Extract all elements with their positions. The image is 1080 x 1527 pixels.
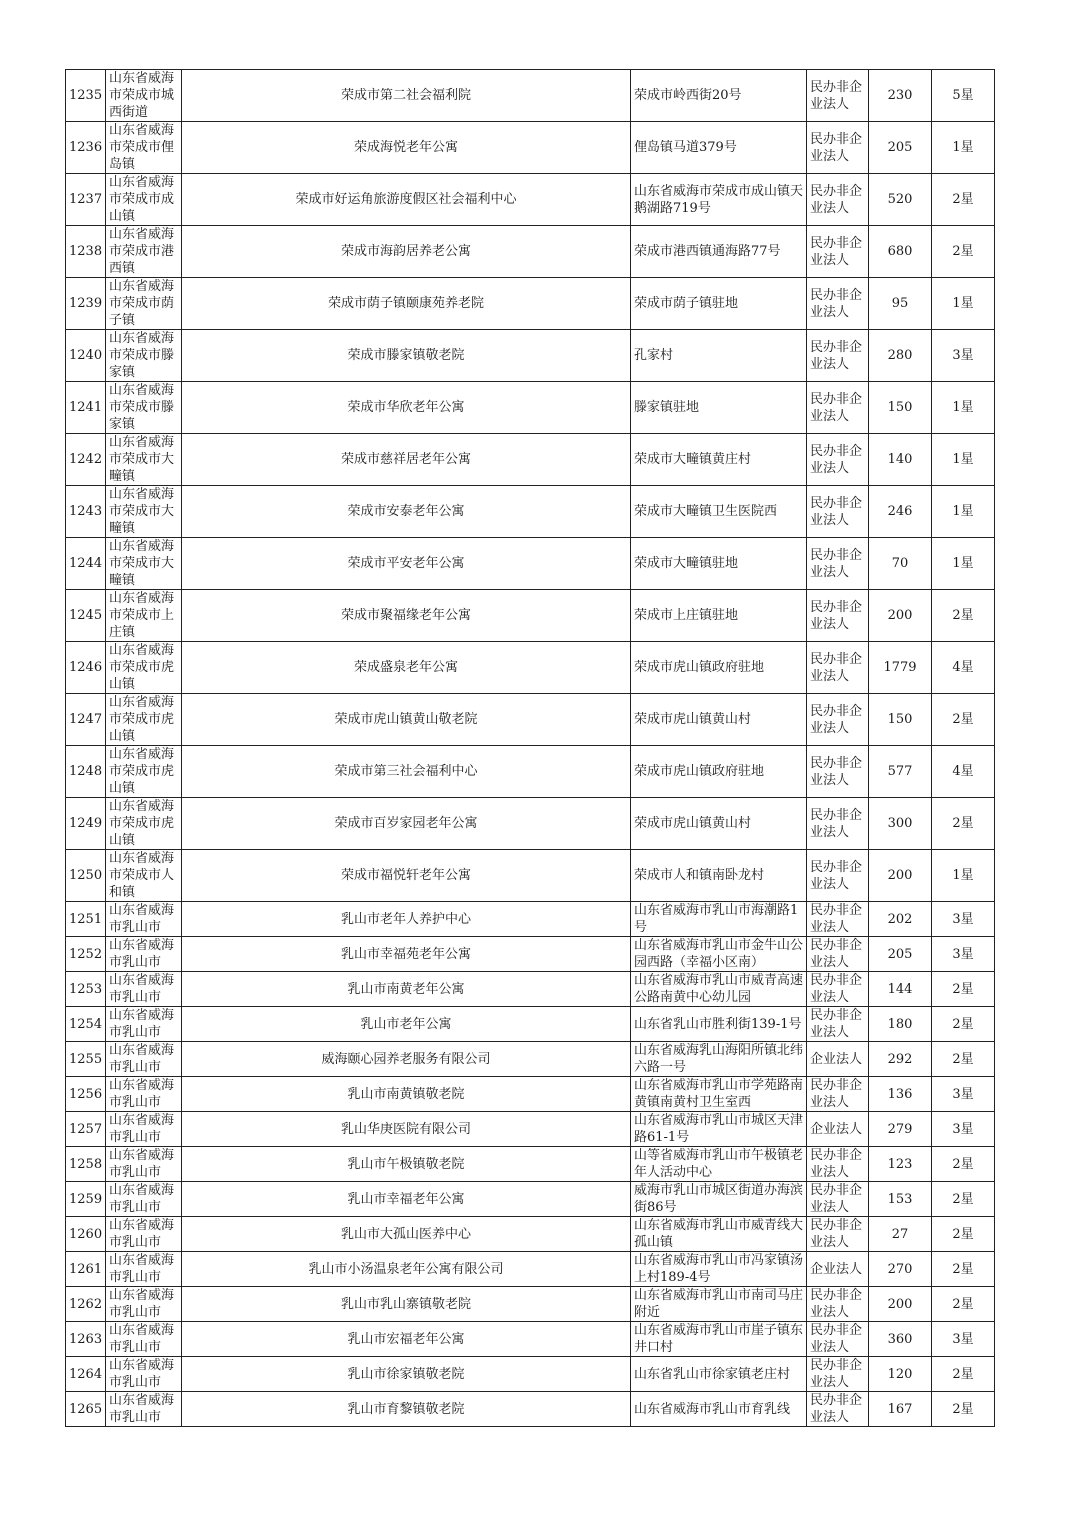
- address-cell: 荣成市上庄镇驻地: [631, 590, 807, 642]
- region-cell: 山东省威海市荣成市大疃镇: [106, 486, 182, 538]
- address-cell: 荣成市港西镇通海路77号: [631, 226, 807, 278]
- table-row: [66, 1392, 995, 1427]
- legal-type-cell: 企业法人: [807, 1112, 869, 1147]
- legal-type-cell: 企业法人: [807, 1042, 869, 1077]
- region-cell: 山东省威海市荣成市俚岛镇: [106, 122, 182, 174]
- beds-cell: 205: [869, 937, 932, 972]
- table-row: [66, 642, 995, 694]
- star-rating-cell: 2星: [932, 1147, 995, 1182]
- address-cell: 山东省威海市乳山市威青线大孤山镇: [631, 1217, 807, 1252]
- address-cell: 荣成市荫子镇驻地: [631, 278, 807, 330]
- star-rating-cell: 3星: [932, 1112, 995, 1147]
- address-cell: 荣成市大疃镇驻地: [631, 538, 807, 590]
- institution-name-cell: 乳山市育黎镇敬老院: [182, 1392, 631, 1427]
- region-cell: 山东省威海市乳山市: [106, 1357, 182, 1392]
- beds-cell: 520: [869, 174, 932, 226]
- legal-type-cell: 民办非企业法人: [807, 1287, 869, 1322]
- institution-name-cell: 荣成市虎山镇黄山敬老院: [182, 694, 631, 746]
- region-cell: 山东省威海市荣成市虎山镇: [106, 642, 182, 694]
- address-cell: 山东省威海市乳山市金牛山公园西路（幸福小区南）: [631, 937, 807, 972]
- row-number: 1246: [66, 642, 106, 694]
- row-number: 1253: [66, 972, 106, 1007]
- star-rating-cell: 2星: [932, 1007, 995, 1042]
- star-rating-cell: 3星: [932, 330, 995, 382]
- star-rating-cell: 4星: [932, 746, 995, 798]
- beds-cell: 120: [869, 1357, 932, 1392]
- institution-name-cell: 荣成市第三社会福利中心: [182, 746, 631, 798]
- institution-name-cell: 荣成市平安老年公寓: [182, 538, 631, 590]
- beds-cell: 246: [869, 486, 932, 538]
- address-cell: 山东省威海市乳山市威青高速公路南黄中心幼儿园: [631, 972, 807, 1007]
- institution-name-cell: 乳山市南黄镇敬老院: [182, 1077, 631, 1112]
- legal-type-cell: 企业法人: [807, 1252, 869, 1287]
- table-row: [66, 486, 995, 538]
- row-number: 1249: [66, 798, 106, 850]
- institution-name-cell: 荣成市荫子镇颐康苑养老院: [182, 278, 631, 330]
- star-rating-cell: 3星: [932, 937, 995, 972]
- star-rating-cell: 1星: [932, 434, 995, 486]
- star-rating-cell: 4星: [932, 642, 995, 694]
- institution-name-cell: 荣成市福悦轩老年公寓: [182, 850, 631, 902]
- region-cell: 山东省威海市荣成市人和镇: [106, 850, 182, 902]
- legal-type-cell: 民办非企业法人: [807, 1077, 869, 1112]
- region-cell: 山东省威海市乳山市: [106, 1147, 182, 1182]
- legal-type-cell: 民办非企业法人: [807, 70, 869, 122]
- institution-name-cell: 乳山市幸福苑老年公寓: [182, 937, 631, 972]
- region-cell: 山东省威海市荣成市滕家镇: [106, 330, 182, 382]
- address-cell: 荣成市大疃镇黄庄村: [631, 434, 807, 486]
- beds-cell: 1779: [869, 642, 932, 694]
- star-rating-cell: 1星: [932, 382, 995, 434]
- table-row: [66, 1112, 995, 1147]
- star-rating-cell: 5星: [932, 70, 995, 122]
- row-number: 1258: [66, 1147, 106, 1182]
- legal-type-cell: 民办非企业法人: [807, 434, 869, 486]
- institution-name-cell: 荣成市百岁家园老年公寓: [182, 798, 631, 850]
- row-number: 1248: [66, 746, 106, 798]
- table-row: [66, 1322, 995, 1357]
- row-number: 1241: [66, 382, 106, 434]
- legal-type-cell: 民办非企业法人: [807, 642, 869, 694]
- region-cell: 山东省威海市乳山市: [106, 1007, 182, 1042]
- institution-name-cell: 乳山市徐家镇敬老院: [182, 1357, 631, 1392]
- address-cell: 山东省威海市乳山市育乳线: [631, 1392, 807, 1427]
- legal-type-cell: 民办非企业法人: [807, 1357, 869, 1392]
- address-cell: 荣成市虎山镇政府驻地: [631, 642, 807, 694]
- legal-type-cell: 民办非企业法人: [807, 382, 869, 434]
- row-number: 1236: [66, 122, 106, 174]
- star-rating-cell: 2星: [932, 798, 995, 850]
- beds-cell: 200: [869, 850, 932, 902]
- region-cell: 山东省威海市荣成市大疃镇: [106, 434, 182, 486]
- address-cell: 山东省威海市荣成市成山镇天鹅湖路719号: [631, 174, 807, 226]
- row-number: 1257: [66, 1112, 106, 1147]
- legal-type-cell: 民办非企业法人: [807, 1147, 869, 1182]
- legal-type-cell: 民办非企业法人: [807, 902, 869, 937]
- institution-name-cell: 荣成市海韵居养老公寓: [182, 226, 631, 278]
- legal-type-cell: 民办非企业法人: [807, 278, 869, 330]
- star-rating-cell: 2星: [932, 1182, 995, 1217]
- beds-cell: 167: [869, 1392, 932, 1427]
- legal-type-cell: 民办非企业法人: [807, 850, 869, 902]
- address-cell: 荣成市岭西街20号: [631, 70, 807, 122]
- table-row: [66, 902, 995, 937]
- beds-cell: 95: [869, 278, 932, 330]
- table-row: [66, 1147, 995, 1182]
- address-cell: 山东省威海乳山海阳所镇北纬 六路一号: [631, 1042, 807, 1077]
- address-cell: 荣成市大疃镇卫生医院西: [631, 486, 807, 538]
- star-rating-cell: 3星: [932, 1322, 995, 1357]
- address-cell: 荣成市人和镇南卧龙村: [631, 850, 807, 902]
- institution-name-cell: 荣成市聚福缘老年公寓: [182, 590, 631, 642]
- star-rating-cell: 2星: [932, 174, 995, 226]
- legal-type-cell: 民办非企业法人: [807, 174, 869, 226]
- region-cell: 山东省威海市荣成市荫子镇: [106, 278, 182, 330]
- region-cell: 山东省威海市乳山市: [106, 1077, 182, 1112]
- beds-cell: 205: [869, 122, 932, 174]
- beds-cell: 123: [869, 1147, 932, 1182]
- legal-type-cell: 民办非企业法人: [807, 486, 869, 538]
- table-row: [66, 1007, 995, 1042]
- region-cell: 山东省威海市乳山市: [106, 1217, 182, 1252]
- beds-cell: 180: [869, 1007, 932, 1042]
- institution-name-cell: 威海颐心园养老服务有限公司: [182, 1042, 631, 1077]
- address-cell: 滕家镇驻地: [631, 382, 807, 434]
- table-row: [66, 1042, 995, 1077]
- row-number: 1259: [66, 1182, 106, 1217]
- star-rating-cell: 2星: [932, 1287, 995, 1322]
- table-row: [66, 694, 995, 746]
- institution-name-cell: 乳山华庚医院有限公司: [182, 1112, 631, 1147]
- table-row: [66, 226, 995, 278]
- beds-cell: 230: [869, 70, 932, 122]
- table-row: [66, 972, 995, 1007]
- address-cell: 山东省乳山市徐家镇老庄村: [631, 1357, 807, 1392]
- beds-cell: 300: [869, 798, 932, 850]
- row-number: 1235: [66, 70, 106, 122]
- institution-table: [65, 69, 995, 1427]
- table-row: [66, 122, 995, 174]
- legal-type-cell: 民办非企业法人: [807, 1392, 869, 1427]
- star-rating-cell: 2星: [932, 1042, 995, 1077]
- region-cell: 山东省威海市荣成市虎山镇: [106, 798, 182, 850]
- star-rating-cell: 2星: [932, 226, 995, 278]
- beds-cell: 200: [869, 590, 932, 642]
- beds-cell: 150: [869, 694, 932, 746]
- region-cell: 山东省威海市荣成市滕家镇: [106, 382, 182, 434]
- row-number: 1245: [66, 590, 106, 642]
- legal-type-cell: 民办非企业法人: [807, 122, 869, 174]
- table-row: [66, 798, 995, 850]
- region-cell: 山东省威海市荣成市大疃镇: [106, 538, 182, 590]
- row-number: 1237: [66, 174, 106, 226]
- institution-name-cell: 乳山市宏福老年公寓: [182, 1322, 631, 1357]
- region-cell: 山东省威海市乳山市: [106, 1182, 182, 1217]
- table-row: [66, 746, 995, 798]
- region-cell: 山东省威海市荣成市港西镇: [106, 226, 182, 278]
- region-cell: 山东省威海市乳山市: [106, 1252, 182, 1287]
- table-row: [66, 590, 995, 642]
- row-number: 1255: [66, 1042, 106, 1077]
- address-cell: 山东省威海市乳山市冯家镇汤上村189-4号: [631, 1252, 807, 1287]
- row-number: 1238: [66, 226, 106, 278]
- row-number: 1240: [66, 330, 106, 382]
- institution-name-cell: 荣成市安泰老年公寓: [182, 486, 631, 538]
- address-cell: 俚岛镇马道379号: [631, 122, 807, 174]
- beds-cell: 202: [869, 902, 932, 937]
- region-cell: 山东省威海市乳山市: [106, 1322, 182, 1357]
- beds-cell: 200: [869, 1287, 932, 1322]
- table-row: [66, 1252, 995, 1287]
- legal-type-cell: 民办非企业法人: [807, 1007, 869, 1042]
- address-cell: 山东省威海市乳山市崖子镇东井口村: [631, 1322, 807, 1357]
- row-number: 1242: [66, 434, 106, 486]
- star-rating-cell: 2星: [932, 1392, 995, 1427]
- address-cell: 荣成市虎山镇黄山村: [631, 694, 807, 746]
- table-body: [66, 70, 995, 1427]
- institution-name-cell: 乳山市午极镇敬老院: [182, 1147, 631, 1182]
- star-rating-cell: 1星: [932, 486, 995, 538]
- address-cell: 山东省威海市乳山市城区天津路61-1号: [631, 1112, 807, 1147]
- star-rating-cell: 2星: [932, 1252, 995, 1287]
- beds-cell: 680: [869, 226, 932, 278]
- table-row: [66, 1287, 995, 1322]
- institution-name-cell: 荣成海悦老年公寓: [182, 122, 631, 174]
- table-row: [66, 278, 995, 330]
- star-rating-cell: 1星: [932, 122, 995, 174]
- row-number: 1262: [66, 1287, 106, 1322]
- beds-cell: 279: [869, 1112, 932, 1147]
- star-rating-cell: 3星: [932, 902, 995, 937]
- address-cell: 山东省威海市乳山市南司马庄附近: [631, 1287, 807, 1322]
- table-row: [66, 1077, 995, 1112]
- row-number: 1244: [66, 538, 106, 590]
- legal-type-cell: 民办非企业法人: [807, 538, 869, 590]
- region-cell: 山东省威海市乳山市: [106, 937, 182, 972]
- row-number: 1256: [66, 1077, 106, 1112]
- legal-type-cell: 民办非企业法人: [807, 746, 869, 798]
- star-rating-cell: 1星: [932, 538, 995, 590]
- address-cell: 山等省威海市乳山市午极镇老年人活动中心: [631, 1147, 807, 1182]
- institution-name-cell: 荣成市第二社会福利院: [182, 70, 631, 122]
- row-number: 1261: [66, 1252, 106, 1287]
- table-row: [66, 1182, 995, 1217]
- region-cell: 山东省威海市乳山市: [106, 1392, 182, 1427]
- region-cell: 山东省威海市荣成市虎山镇: [106, 746, 182, 798]
- beds-cell: 270: [869, 1252, 932, 1287]
- beds-cell: 153: [869, 1182, 932, 1217]
- institution-name-cell: 乳山市乳山寨镇敬老院: [182, 1287, 631, 1322]
- beds-cell: 292: [869, 1042, 932, 1077]
- row-number: 1252: [66, 937, 106, 972]
- star-rating-cell: 3星: [932, 1077, 995, 1112]
- legal-type-cell: 民办非企业法人: [807, 798, 869, 850]
- legal-type-cell: 民办非企业法人: [807, 590, 869, 642]
- legal-type-cell: 民办非企业法人: [807, 1217, 869, 1252]
- table-row: [66, 70, 995, 122]
- table-row: [66, 174, 995, 226]
- row-number: 1260: [66, 1217, 106, 1252]
- legal-type-cell: 民办非企业法人: [807, 694, 869, 746]
- beds-cell: 150: [869, 382, 932, 434]
- row-number: 1251: [66, 902, 106, 937]
- table-row: [66, 937, 995, 972]
- region-cell: 山东省威海市乳山市: [106, 1042, 182, 1077]
- star-rating-cell: 2星: [932, 972, 995, 1007]
- institution-name-cell: 荣成市好运角旅游度假区社会福利中心: [182, 174, 631, 226]
- row-number: 1254: [66, 1007, 106, 1042]
- beds-cell: 280: [869, 330, 932, 382]
- institution-name-cell: 荣成市华欣老年公寓: [182, 382, 631, 434]
- beds-cell: 144: [869, 972, 932, 1007]
- star-rating-cell: 2星: [932, 590, 995, 642]
- region-cell: 山东省威海市荣成市上庄镇: [106, 590, 182, 642]
- region-cell: 山东省威海市乳山市: [106, 1287, 182, 1322]
- beds-cell: 136: [869, 1077, 932, 1112]
- table-row: [66, 382, 995, 434]
- beds-cell: 70: [869, 538, 932, 590]
- star-rating-cell: 2星: [932, 1217, 995, 1252]
- row-number: 1264: [66, 1357, 106, 1392]
- institution-name-cell: 乳山市大孤山医养中心: [182, 1217, 631, 1252]
- region-cell: 山东省威海市荣成市城西街道: [106, 70, 182, 122]
- institution-name-cell: 乳山市小汤温泉老年公寓有限公司: [182, 1252, 631, 1287]
- institution-name-cell: 荣成市慈祥居老年公寓: [182, 434, 631, 486]
- region-cell: 山东省威海市乳山市: [106, 902, 182, 937]
- address-cell: 孔家村: [631, 330, 807, 382]
- table-row: [66, 1217, 995, 1252]
- institution-name-cell: 荣成盛泉老年公寓: [182, 642, 631, 694]
- region-cell: 山东省威海市荣成市成山镇: [106, 174, 182, 226]
- legal-type-cell: 民办非企业法人: [807, 330, 869, 382]
- beds-cell: 27: [869, 1217, 932, 1252]
- row-number: 1243: [66, 486, 106, 538]
- address-cell: 威海市乳山市城区街道办海滨街86号: [631, 1182, 807, 1217]
- region-cell: 山东省威海市荣成市虎山镇: [106, 694, 182, 746]
- legal-type-cell: 民办非企业法人: [807, 972, 869, 1007]
- legal-type-cell: 民办非企业法人: [807, 1182, 869, 1217]
- table-row: [66, 850, 995, 902]
- institution-name-cell: 乳山市老年公寓: [182, 1007, 631, 1042]
- beds-cell: 140: [869, 434, 932, 486]
- row-number: 1265: [66, 1392, 106, 1427]
- star-rating-cell: 2星: [932, 694, 995, 746]
- address-cell: 山东省威海市乳山市学苑路南黄镇南黄村卫生室西: [631, 1077, 807, 1112]
- row-number: 1263: [66, 1322, 106, 1357]
- legal-type-cell: 民办非企业法人: [807, 1322, 869, 1357]
- address-cell: 荣成市虎山镇政府驻地: [631, 746, 807, 798]
- institution-name-cell: 乳山市南黄老年公寓: [182, 972, 631, 1007]
- table-row: [66, 434, 995, 486]
- row-number: 1239: [66, 278, 106, 330]
- row-number: 1250: [66, 850, 106, 902]
- star-rating-cell: 1星: [932, 278, 995, 330]
- table-row: [66, 1357, 995, 1392]
- region-cell: 山东省威海市乳山市: [106, 972, 182, 1007]
- address-cell: 荣成市虎山镇黄山村: [631, 798, 807, 850]
- region-cell: 山东省威海市乳山市: [106, 1112, 182, 1147]
- legal-type-cell: 民办非企业法人: [807, 937, 869, 972]
- row-number: 1247: [66, 694, 106, 746]
- institution-name-cell: 乳山市幸福老年公寓: [182, 1182, 631, 1217]
- address-cell: 山东省乳山市胜利街139-1号: [631, 1007, 807, 1042]
- beds-cell: 360: [869, 1322, 932, 1357]
- legal-type-cell: 民办非企业法人: [807, 226, 869, 278]
- institution-name-cell: 荣成市滕家镇敬老院: [182, 330, 631, 382]
- beds-cell: 577: [869, 746, 932, 798]
- table-row: [66, 330, 995, 382]
- star-rating-cell: 2星: [932, 1357, 995, 1392]
- star-rating-cell: 1星: [932, 850, 995, 902]
- address-cell: 山东省威海市乳山市海潮路1号: [631, 902, 807, 937]
- table-row: [66, 538, 995, 590]
- institution-name-cell: 乳山市老年人养护中心: [182, 902, 631, 937]
